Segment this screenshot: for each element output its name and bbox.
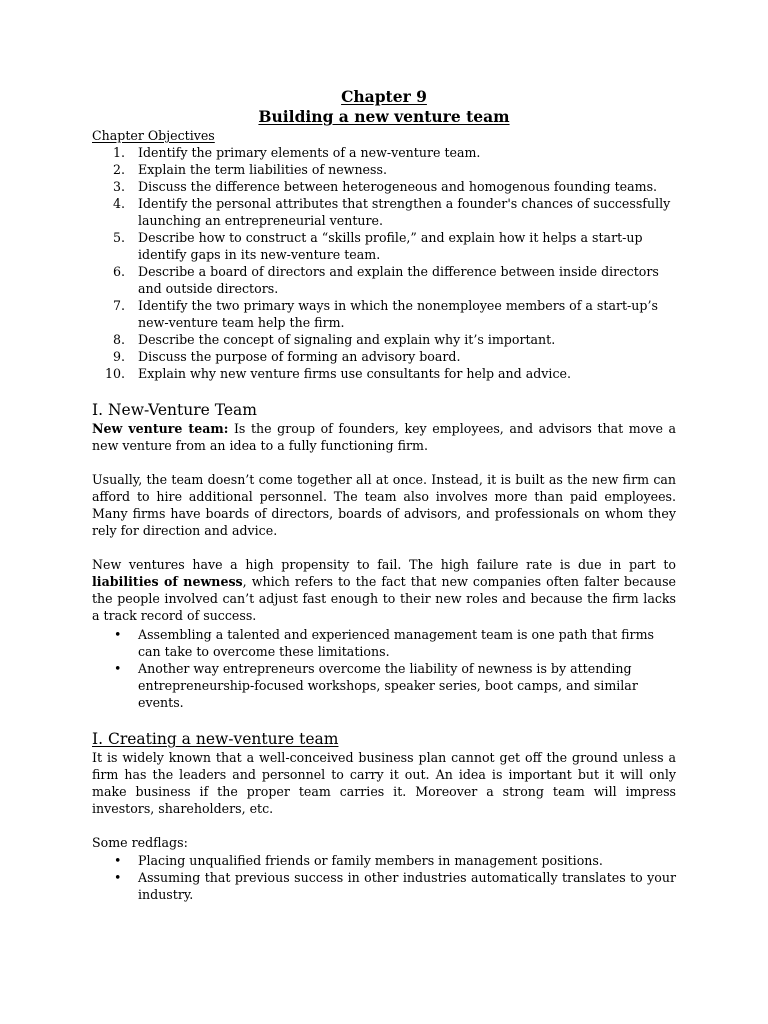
- objective-number: 3.: [112, 179, 125, 194]
- objective-number: 5.: [112, 230, 125, 245]
- objective-item: [92, 297, 676, 331]
- objective-text: Identify the personal attributes that strengthen a founder's chances of successfully launching an entrepreneurial venture.: [138, 196, 671, 228]
- objectives-list: [92, 144, 676, 382]
- list-item: [92, 626, 676, 660]
- redflags-bullet-list: [92, 852, 676, 903]
- objective-number: 1.: [112, 145, 125, 160]
- list-item: [92, 869, 676, 903]
- objective-item: [92, 229, 676, 263]
- bullet-icon: •: [114, 661, 122, 676]
- objective-text: Explain the term liabilities of newness.: [138, 162, 387, 177]
- creating-team-paragraph: It is widely known that a well-conceived business plan cannot get off the ground unless a firm has the leaders and personnel to carry it out. An idea is important but it will only make business if the proper team carries it. Moreover a strong team will impress investors, shareholders, etc.: [92, 750, 676, 816]
- objective-item: [92, 348, 676, 365]
- bullet-text: Another way entrepreneurs overcome the liability of newness is by attending entrepreneurship-focused workshops, speaker series, boot camps, and similar events.: [138, 661, 638, 710]
- chapter-number: Chapter 9: [341, 87, 427, 106]
- objective-text: Discuss the purpose of forming an advisory board.: [138, 349, 461, 364]
- bullet-text: Placing unqualified friends or family members in management positions.: [138, 853, 603, 868]
- objective-item: [92, 144, 676, 161]
- objective-number: 9.: [112, 349, 125, 364]
- objective-item: [92, 161, 676, 178]
- list-item: [92, 852, 676, 869]
- objective-number: 8.: [112, 332, 125, 347]
- chapter-title: Building a new venture team: [258, 107, 510, 126]
- bullet-icon: •: [114, 853, 122, 868]
- team-paragraph: Usually, the team doesn’t come together all at once. Instead, it is built as the new firm can afford to hire additional personnel. The team also involves more than paid employees. Many firms have boards of directors, boards of advisors, and professionals on whom they rely for direction and advice.: [92, 472, 676, 538]
- bullet-text: Assembling a talented and experienced management team is one path that firms can take to overcome these limitations.: [138, 627, 654, 659]
- section-heading-new-venture-team: I. New-Venture Team: [92, 401, 257, 419]
- objective-number: 6.: [112, 264, 125, 279]
- objective-item: [92, 178, 676, 195]
- newness-text-after: , which refers to the fact that new companies often falter because the people involved can’t adjust fast enough to their new roles and because the firm lacks a track record of success.: [92, 574, 676, 623]
- section-heading-creating-team: I. Creating a new-venture team: [92, 730, 339, 748]
- objective-item: [92, 331, 676, 348]
- objective-number: 2.: [112, 162, 125, 177]
- definition-term: New venture team:: [92, 421, 229, 436]
- objective-item: [92, 365, 676, 382]
- objective-number: 10.: [104, 366, 125, 381]
- objectives-label: Chapter Objectives: [92, 128, 215, 143]
- bullet-icon: •: [114, 870, 122, 885]
- redflags-label: Some redflags:: [92, 835, 188, 850]
- objective-number: 7.: [112, 298, 125, 313]
- objective-number: 4.: [112, 196, 125, 211]
- objective-text: Identify the two primary ways in which the nonemployee members of a start-up’s new-venture team help the firm.: [138, 298, 658, 330]
- newness-term: liabilities of newness: [92, 574, 243, 589]
- list-item: [92, 660, 676, 711]
- definition-text: Is the group of founders, key employees, and advisors that move a new venture from an idea to a fully functioning firm.: [92, 421, 676, 453]
- newness-text-before: New ventures have a high propensity to fail. The high failure rate is due in part to: [92, 557, 676, 572]
- objective-text: Discuss the difference between heterogeneous and homogenous founding teams.: [138, 179, 658, 194]
- objective-item: [92, 195, 676, 229]
- definition-paragraph: [92, 420, 676, 454]
- newness-paragraph: [92, 556, 676, 624]
- objective-item: [92, 263, 676, 297]
- objective-text: Explain why new venture firms use consultants for help and advice.: [138, 366, 571, 381]
- objective-text: Identify the primary elements of a new-venture team.: [138, 145, 481, 160]
- objective-text: Describe how to construct a “skills profile,” and explain how it helps a start-up identify gaps in its new-venture team.: [138, 230, 643, 262]
- bullet-icon: •: [114, 627, 122, 642]
- newness-bullet-list: [92, 626, 676, 711]
- bullet-text: Assuming that previous success in other industries automatically translates to your industry.: [138, 870, 676, 902]
- objective-text: Describe a board of directors and explain the difference between inside directors and outside directors.: [138, 264, 659, 296]
- objective-text: Describe the concept of signaling and explain why it’s important.: [138, 332, 556, 347]
